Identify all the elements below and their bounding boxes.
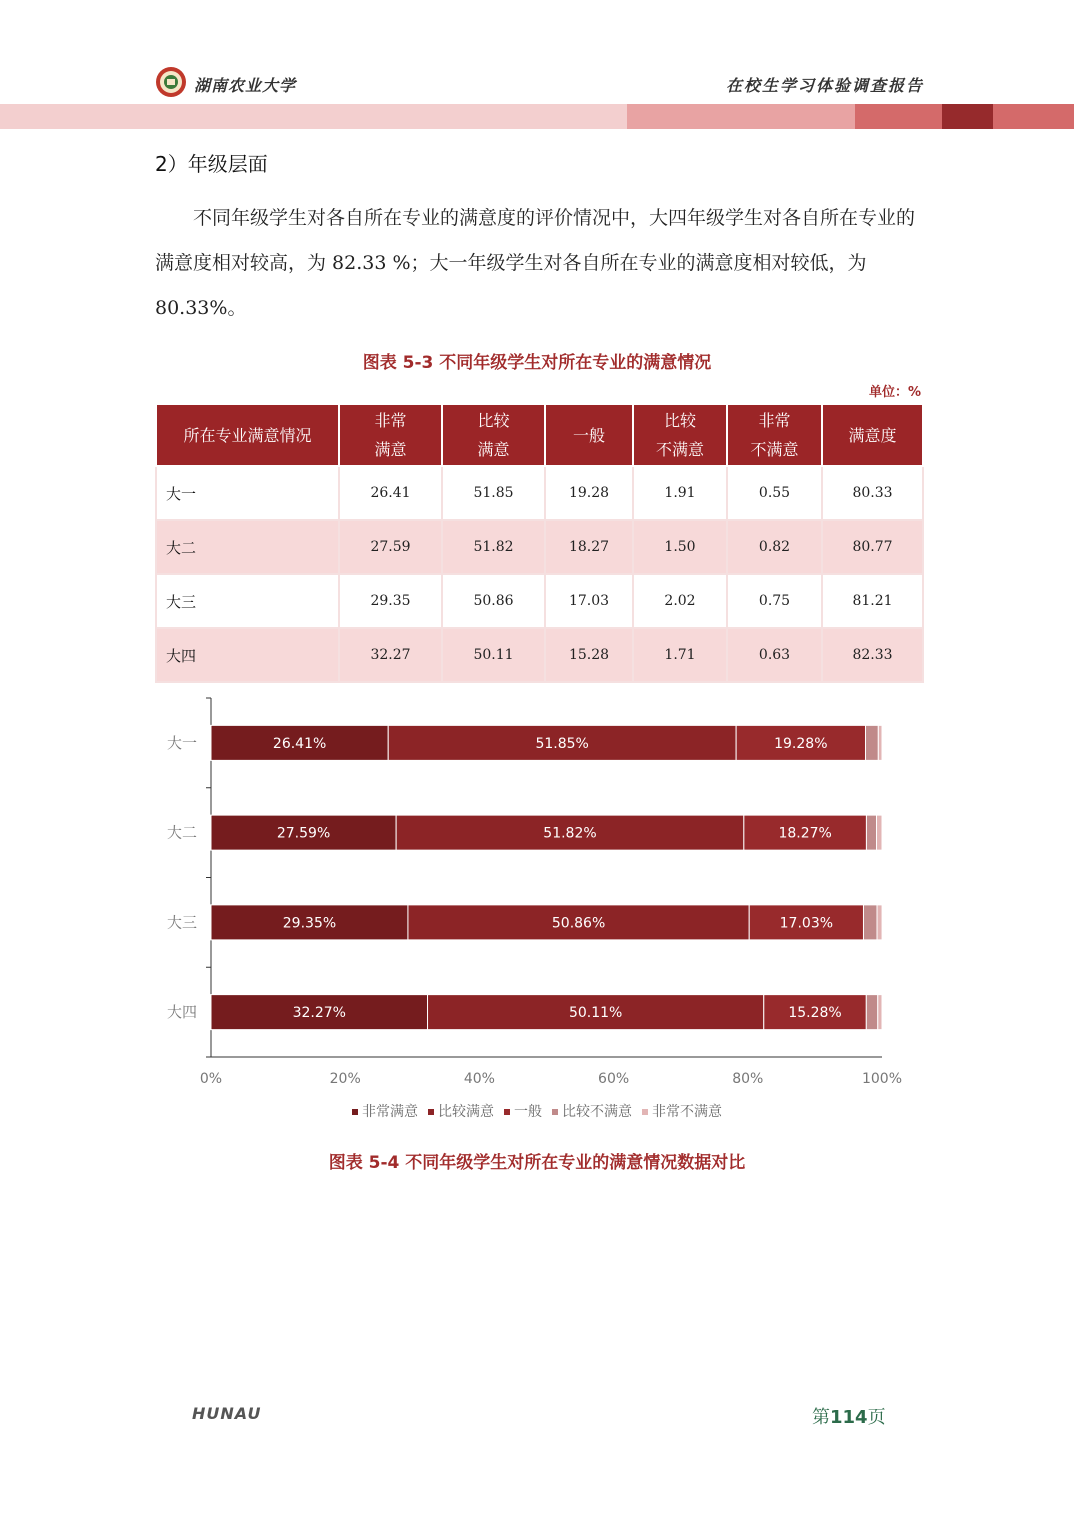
table-cell: 51.85 — [442, 466, 545, 520]
legend-swatch — [552, 1109, 558, 1115]
legend-label: 非常不满意 — [652, 1104, 722, 1120]
legend-label: 比较满意 — [438, 1104, 494, 1120]
data-label: 29.35% — [282, 915, 337, 932]
legend-swatch — [642, 1109, 648, 1115]
university-seal-icon — [155, 66, 187, 98]
bar-segment — [866, 995, 877, 1030]
row-label-cell: 大四 — [156, 628, 339, 682]
category-label: 大三 — [166, 913, 197, 932]
category-label: 大四 — [166, 1003, 197, 1022]
table-header-cell: 满意度 — [822, 404, 923, 466]
strip-segment — [993, 104, 1074, 129]
legend-item — [504, 1104, 542, 1120]
table-header-row — [156, 404, 923, 466]
x-tick-label: 80% — [732, 1071, 764, 1087]
table-cell: 26.41 — [339, 466, 442, 520]
data-label: 15.28% — [788, 1005, 842, 1022]
page-suffix: 页 — [867, 1407, 886, 1428]
category-label: 大二 — [166, 823, 197, 842]
body-paragraph — [155, 196, 925, 331]
page-prefix: 第 — [812, 1407, 830, 1428]
header-color-strip — [0, 104, 1074, 129]
table-cell: 0.75 — [727, 574, 822, 628]
table-header-cell: 比较 不满意 — [633, 404, 727, 466]
bar-segment — [865, 725, 878, 760]
header-university-name: 湖南农业大学 — [194, 76, 297, 95]
legend-swatch — [428, 1109, 434, 1115]
table-cell: 50.11 — [442, 628, 545, 682]
strip-segment — [855, 104, 942, 129]
table-cell: 0.55 — [727, 466, 822, 520]
bar-segment — [866, 815, 876, 850]
legend-swatch — [504, 1109, 510, 1115]
table-caption: 图表 5-3 不同年级学生对所在专业的满意情况 — [362, 353, 712, 373]
legend-label: 非常满意 — [362, 1104, 418, 1120]
bar-segment — [863, 905, 877, 940]
satisfaction-table — [155, 403, 924, 683]
table-cell: 17.03 — [545, 574, 633, 628]
table-cell: 1.71 — [633, 628, 727, 682]
page-number — [812, 1403, 886, 1429]
bar-segment — [878, 995, 882, 1030]
table-header-cell: 非常 不满意 — [727, 404, 822, 466]
table-cell: 2.02 — [633, 574, 727, 628]
table-header-cell: 非常 满意 — [339, 404, 442, 466]
legend-item — [428, 1104, 494, 1120]
strip-segment — [942, 104, 993, 129]
data-label: 26.41% — [272, 735, 327, 752]
legend-item — [642, 1104, 722, 1120]
table-cell: 0.63 — [727, 628, 822, 682]
table-header-cell: 比较 满意 — [442, 404, 545, 466]
table-cell: 19.28 — [545, 466, 633, 520]
row-label-cell: 大三 — [156, 574, 339, 628]
section-title: 2）年级层面 — [155, 152, 268, 176]
stacked-bar-chart — [150, 690, 920, 1090]
table-cell: 15.28 — [545, 628, 633, 682]
legend-label: 一般 — [514, 1104, 542, 1120]
bar-segment — [876, 815, 882, 850]
x-tick-label: 100% — [861, 1071, 903, 1087]
page-number-value: 114 — [830, 1407, 868, 1428]
data-label: 51.82% — [543, 825, 597, 842]
table-cell: 18.27 — [545, 520, 633, 574]
table-cell: 1.50 — [633, 520, 727, 574]
table-cell: 80.77 — [822, 520, 923, 574]
data-label: 50.11% — [568, 1005, 623, 1022]
table-cell: 32.27 — [339, 628, 442, 682]
paragraph-text: 不同年级学生对各自所在专业的满意度的评价情况中，大四年级学生对各自所在专业的满意度相对较高，为 82.33 %；大一年级学生对各自所在专业的满意度相对较低，为 80.33%。 — [155, 207, 916, 319]
chart-legend — [0, 1101, 1074, 1121]
data-label: 27.59% — [276, 825, 331, 842]
x-tick-label: 40% — [463, 1071, 495, 1087]
data-label: 19.28% — [774, 735, 828, 752]
table-cell: 80.33 — [822, 466, 923, 520]
table-row — [156, 628, 923, 682]
chart-caption: 图表 5-4 不同年级学生对所在专业的满意情况数据对比 — [328, 1153, 746, 1173]
table-row — [156, 574, 923, 628]
row-label-cell: 大一 — [156, 466, 339, 520]
table-cell: 50.86 — [442, 574, 545, 628]
table-cell: 82.33 — [822, 628, 923, 682]
data-label: 50.86% — [551, 915, 606, 932]
data-label: 32.27% — [292, 1005, 346, 1022]
x-tick-label: 20% — [329, 1071, 361, 1087]
unit-label: 单位：% — [868, 385, 921, 400]
table-cell: 27.59 — [339, 520, 442, 574]
strip-segment — [0, 104, 627, 129]
data-label: 51.85% — [535, 735, 589, 752]
category-label: 大一 — [166, 733, 197, 752]
bar-segment — [877, 905, 882, 940]
legend-item — [552, 1104, 632, 1120]
legend-item — [352, 1104, 418, 1120]
data-label: 17.03% — [779, 915, 834, 932]
table-header-cell: 所在专业满意情况 — [156, 404, 339, 466]
table-cell: 0.82 — [727, 520, 822, 574]
row-label-cell: 大二 — [156, 520, 339, 574]
legend-label: 比较不满意 — [562, 1104, 632, 1120]
table-cell: 51.82 — [442, 520, 545, 574]
table-cell: 29.35 — [339, 574, 442, 628]
header-report-title: 在校生学习体验调查报告 — [725, 76, 924, 95]
legend-swatch — [352, 1109, 358, 1115]
table-row — [156, 466, 923, 520]
footer-logo-text: HUNAU — [192, 1404, 262, 1423]
bar-segment — [878, 725, 882, 760]
x-tick-label: 0% — [199, 1071, 223, 1087]
strip-segment — [627, 104, 855, 129]
table-row — [156, 520, 923, 574]
x-tick-label: 60% — [598, 1071, 630, 1087]
table-cell: 81.21 — [822, 574, 923, 628]
table-header-cell: 一般 — [545, 404, 633, 466]
table-cell: 1.91 — [633, 466, 727, 520]
data-label: 18.27% — [778, 825, 832, 842]
